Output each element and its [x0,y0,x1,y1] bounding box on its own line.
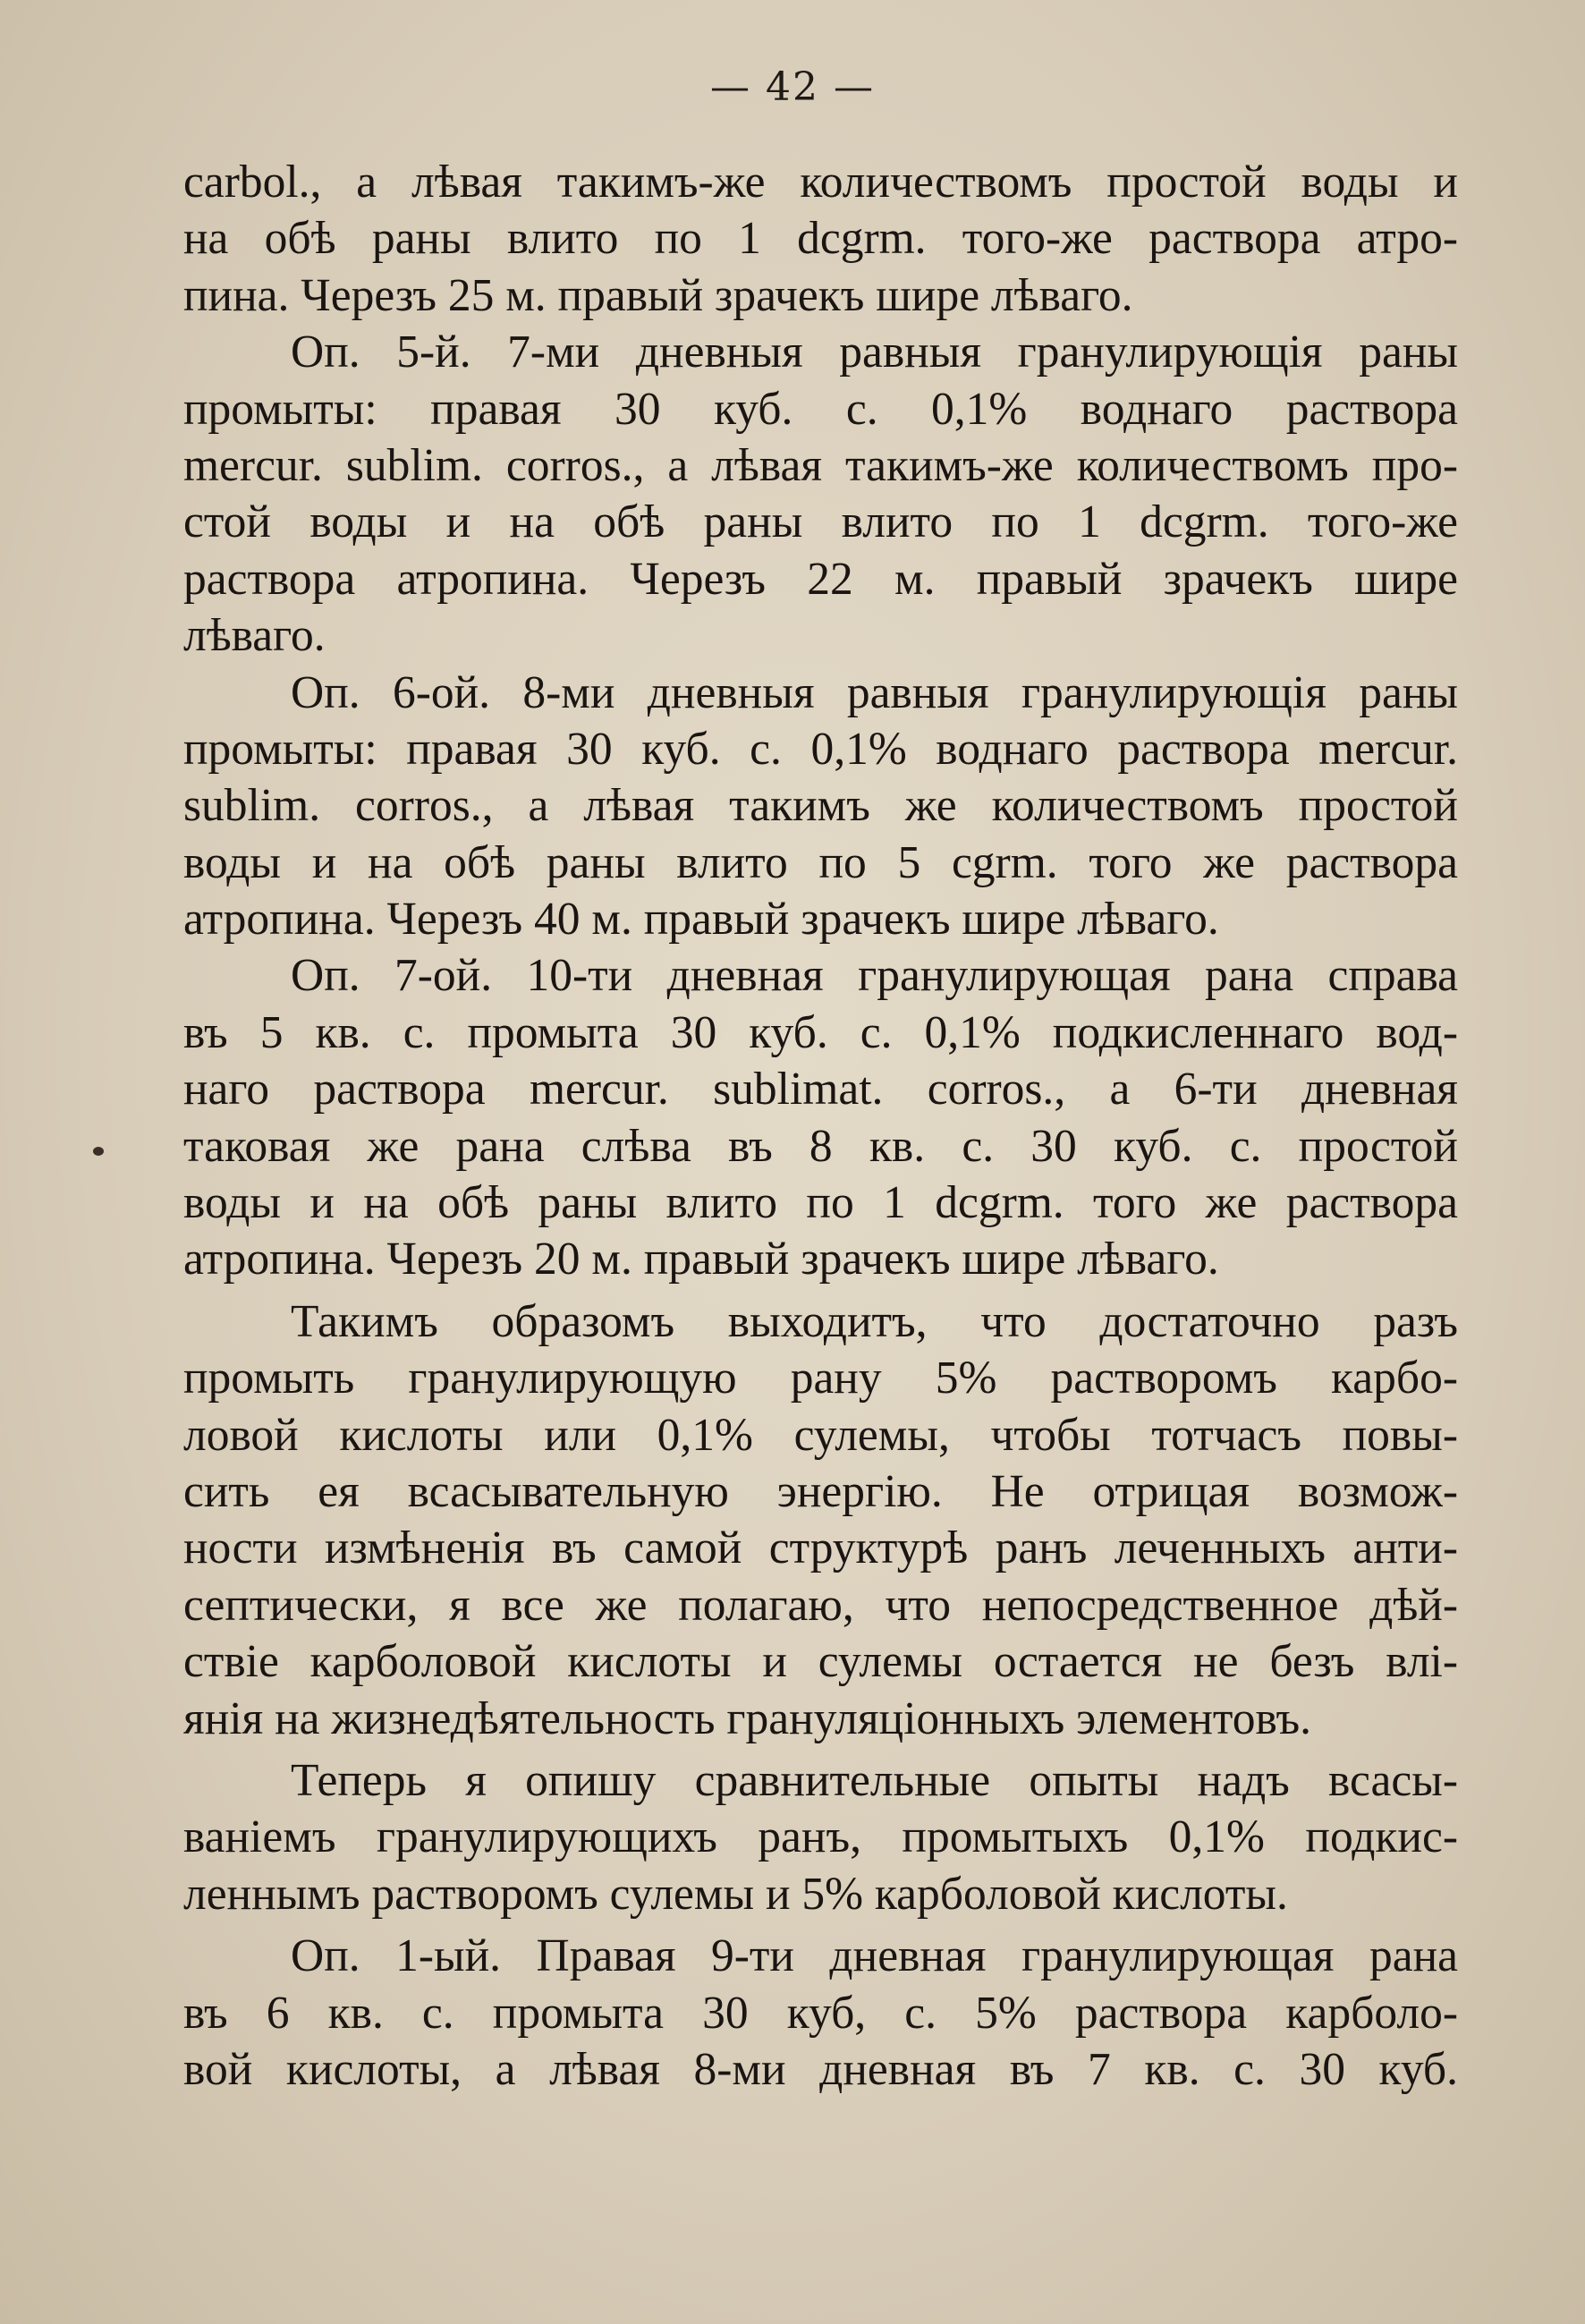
text-line: промыть гранулирующую рану 5% растворомъ карбо- [183,1353,1458,1404]
text-line: ваніемъ гранулирующихъ ранъ, промытыхъ 0,1% подкис- [183,1811,1458,1863]
text-line: раствора атропина. Черезъ 22 м. правый зрачекъ шире [183,553,1458,605]
text-line: въ 6 кв. с. промыта 30 куб, с. 5% раствора карболо- [183,1987,1458,2039]
text-line: Такимъ образомъ выходитъ, что достаточно разъ [291,1295,1458,1347]
text-line: атропина. Черезъ 20 м. правый зрачекъ шире лѣваго. [183,1234,1219,1285]
text-line: sublim. corros., а лѣвая такимъ же количествомъ простой [183,780,1458,832]
text-line: атропина. Черезъ 40 м. правый зрачекъ шире лѣваго. [183,894,1219,946]
text-line: промыты: правая 30 куб. с. 0,1% воднаго раствора [183,383,1458,435]
text-line: промыты: правая 30 куб. с. 0,1% воднаго раствора mercur. [183,723,1458,775]
text-line: септически, я все же полагаю, что непосредственное дѣй- [183,1579,1458,1631]
text-line: воды и на обѣ раны влито по 1 dcgrm. того же раствора [183,1177,1458,1229]
text-line: Оп. 7-ой. 10-ти дневная гранулирующая рана справа [291,950,1458,1002]
text-line: ствіе карболовой кислоты и сулемы остается не безъ влі- [183,1636,1458,1688]
text-line: сить ея всасывательную энергію. Не отрицая возмож- [183,1465,1458,1517]
text-line: Оп. 1-ый. Правая 9-ти дневная гранулирующая рана [291,1930,1458,1982]
text-line: воды и на обѣ раны влито по 5 cgrm. того же раствора [183,836,1458,888]
page-number: — 42 — [710,64,875,110]
text-line: ловой кислоты или 0,1% сулемы, чтобы тотчасъ повы- [183,1409,1458,1461]
text-line: наго раствора mercur. sublimat. corros., а 6-ти дневная [183,1064,1458,1115]
text-line: янія на жизнедѣятельность грануляціонныхъ элементовъ. [183,1692,1312,1744]
text-line: въ 5 кв. с. промыта 30 куб. с. 0,1% подкисленнаго вод- [183,1006,1458,1058]
text-line: леннымъ растворомъ сулемы и 5% карболовой кислоты. [183,1868,1288,1920]
text-line: на обѣ раны влито по 1 dcgrm. того-же раствора атро- [183,213,1458,265]
text-line: Оп. 5-й. 7-ми дневныя равныя гранулирующія раны [291,327,1458,378]
text-line: стой воды и на обѣ раны влито по 1 dcgrm. того-же [183,496,1458,548]
text-line: вой кислоты, а лѣвая 8-ми дневная въ 7 кв. с. 30 куб. [183,2043,1458,2095]
text-line: mercur. sublim. corros., а лѣвая такимъ-же количествомъ про- [183,439,1458,491]
text-line: таковая же рана слѣва въ 8 кв. с. 30 куб. с. простой [183,1120,1458,1172]
ink-speck [93,1147,104,1156]
text-line: лѣваго. [183,610,326,662]
text-line: Оп. 6-ой. 8-ми дневныя равныя гранулирующія раны [291,666,1458,718]
text-line: пина. Черезъ 25 м. правый зрачекъ шире лѣваго. [183,269,1133,321]
text-line: ности измѣненія въ самой структурѣ ранъ леченныхъ анти- [183,1522,1458,1574]
text-line: carbol., а лѣвая такимъ-же количествомъ простой воды и [183,157,1458,208]
text-line: Теперь я опишу сравнительные опыты надъ всасы- [291,1754,1458,1806]
page-text [183,154,1458,2098]
